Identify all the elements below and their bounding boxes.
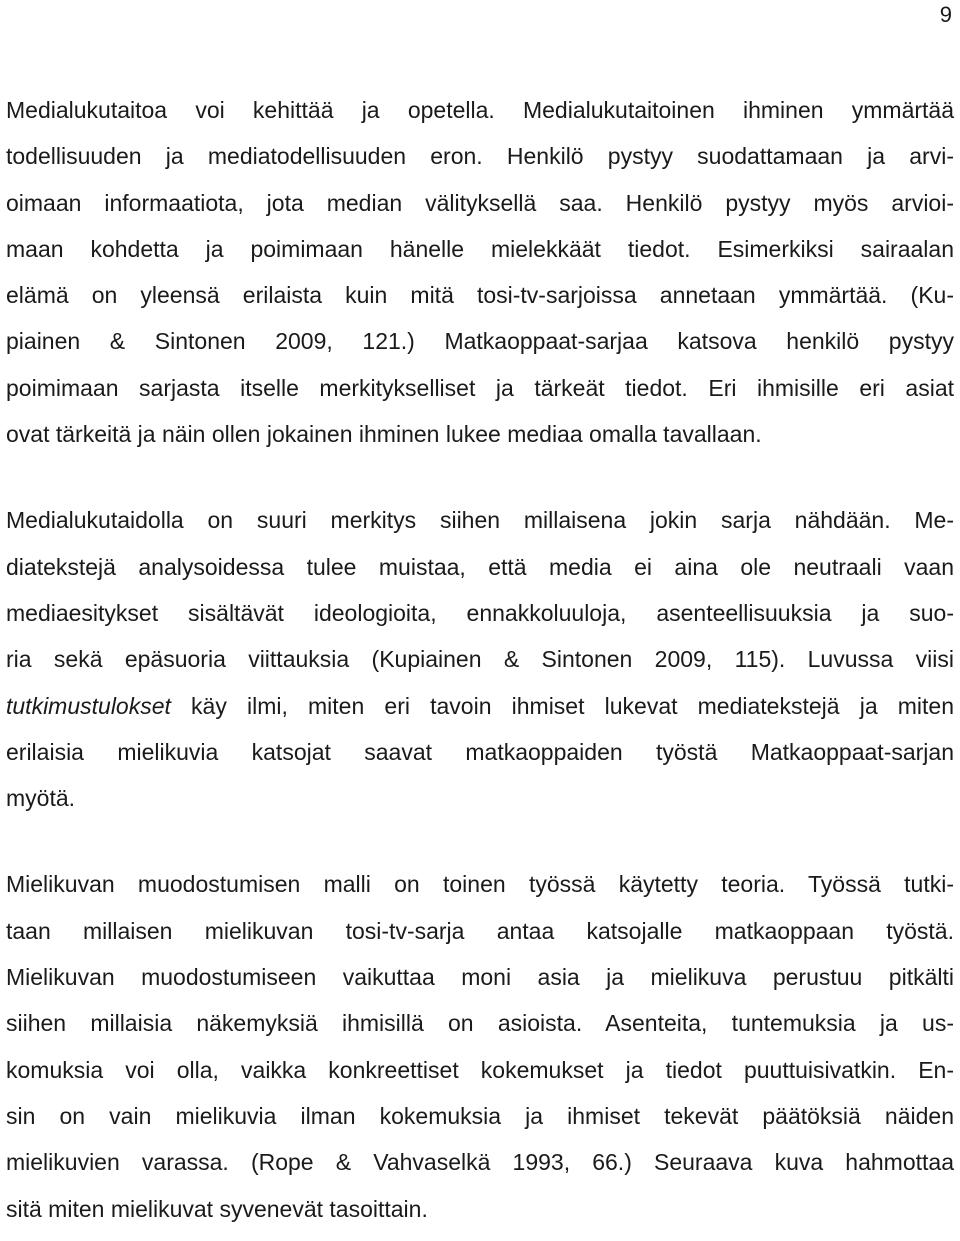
text-line xyxy=(6,683,954,729)
text-line: sitä miten mielikuvat syvenevät tasoittain. xyxy=(6,1195,428,1222)
italic-term: tutkimustulokset xyxy=(6,692,171,719)
text-line: sin on vain mielikuvia ilman kokemuksia ja ihmiset tekevät päätöksiä näiden xyxy=(6,1102,954,1129)
text-line: poimimaan sarjasta itselle merkitykselliset ja tärkeät tiedot. Eri ihmisille eri asiat xyxy=(6,374,954,401)
paragraph-media-literacy xyxy=(6,87,954,457)
text-line: maan kohdetta ja poimimaan hänelle mielekkäät tiedot. Esimerkiksi sairaalan xyxy=(6,235,954,262)
text-line: taan millaisen mielikuvan tosi-tv-sarja antaa katsojalle matkaoppaan työstä. xyxy=(6,917,954,944)
text-line: elämä on yleensä erilaista kuin mitä tosi-tv-sarjoissa annetaan ymmärtää. (Ku- xyxy=(6,282,954,309)
text-line: myötä. xyxy=(6,785,76,812)
text-line: Mielikuvan muodostumiseen vaikuttaa moni asia ja mielikuva perustuu pitkälti xyxy=(6,964,954,991)
document-body xyxy=(6,87,954,1232)
text-line: ovat tärkeitä ja näin ollen jokainen ihminen lukee mediaa omalla tavallaan. xyxy=(6,421,762,448)
page-number: 9 xyxy=(939,2,952,27)
text-segment: käy ilmi, miten eri tavoin ihmiset lukevat mediatekstejä ja miten xyxy=(170,692,954,719)
text-line: todellisuuden ja mediatodellisuuden eron. Henkilö pystyy suodattamaan ja arvi- xyxy=(6,143,954,170)
text-line: mediaesitykset sisältävät ideologioita, ennakkoluuloja, asenteellisuuksia ja suo- xyxy=(6,599,954,626)
text-line: diatekstejä analysoidessa tulee muistaa, että media ei aina ole neutraali vaan xyxy=(6,553,954,580)
text-line: komuksia voi olla, vaikka konkreettiset kokemukset ja tiedot puuttuisivatkin. En- xyxy=(6,1056,954,1083)
paragraph-image-formation xyxy=(6,861,954,1231)
text-line: Mielikuvan muodostumisen malli on toinen työssä käytetty teoria. Työssä tutki- xyxy=(6,871,954,898)
text-line: siihen millaisia näkemyksiä ihmisillä on asioista. Asenteita, tuntemuksia ja us- xyxy=(6,1010,954,1037)
text-line: Medialukutaidolla on suuri merkitys siihen millaisena jokin sarja nähdään. Me- xyxy=(6,507,954,534)
text-line: erilaisia mielikuvia katsojat saavat matkaoppaiden työstä Matkaoppaat-sarjan xyxy=(6,738,954,765)
text-line: ria sekä epäsuoria viittauksia (Kupiainen & Sintonen 2009, 115). Luvussa viisi xyxy=(6,646,954,673)
text-line: oimaan informaatiota, jota median välityksellä saa. Henkilö pystyy myös arvioi- xyxy=(6,189,954,216)
text-line: mielikuvien varassa. (Rope & Vahvaselkä 1993, 66.) Seuraava kuva hahmottaa xyxy=(6,1149,954,1176)
text-line: piainen & Sintonen 2009, 121.) Matkaoppaat-sarjaa katsova henkilö pystyy xyxy=(6,328,954,355)
text-line: Medialukutaitoa voi kehittää ja opetella. Medialukutaitoinen ihminen ymmärtää xyxy=(6,97,954,123)
paragraph-media-analysis xyxy=(6,497,954,821)
